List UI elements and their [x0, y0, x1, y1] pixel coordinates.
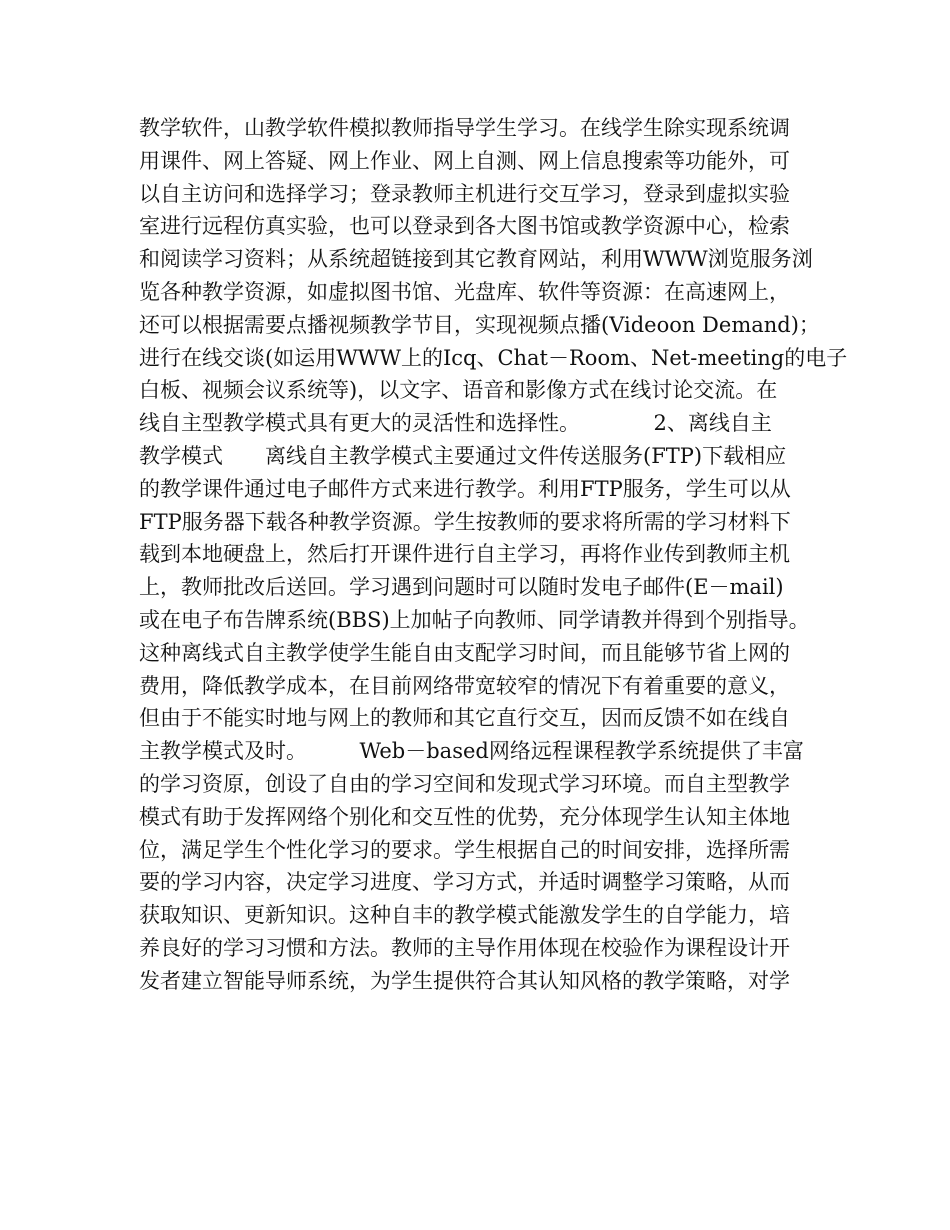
text-line: 览各种教学资源，如虚拟图书馆、光盘库、软件等资源：在高速网上，: [139, 279, 790, 304]
text-line: 但由于不能实时地与网上的教师和其它直行交互，因而反馈不如在线自: [139, 706, 790, 731]
text-line: 发者建立智能导师系统，为学生提供符合其认知风格的教学策略，对学: [139, 968, 790, 993]
text-line: 费用，降低教学成本，在目前网络带宽较窄的情况下有着重要的意义，: [139, 673, 790, 698]
text-line: 要的学习内容，决定学习进度、学习方式，并适时调整学习策略，从而: [139, 870, 790, 895]
text-line: 室进行远程仿真实验，也可以登录到各大图书馆或教学资源中心，检索: [139, 214, 790, 239]
text-line: 的教学课件通过电子邮件方式来进行教学。利用FTP服务，学生可以从: [139, 476, 791, 501]
text-line: 用课件、网上答疑、网上作业、网上自测、网上信息搜索等功能外，可: [139, 148, 790, 173]
text-line: 模式有助于发挥网络个别化和交互性的优势，充分体现学生认知主体地: [139, 804, 790, 829]
text-line: 或在电子布告牌系统(BBS)上加帖子向教师、同学请教并得到个别指导。: [139, 607, 810, 632]
text-line: 和阅读学习资料；从系统超链接到其它教育网站，利用WWW浏览服务浏: [139, 247, 813, 272]
text-line: 进行在线交谈(如运用WWW上的Icq、Chat－Room、Net-meeting的电子: [139, 345, 848, 370]
text-line: 教学软件，山教学软件模拟教师指导学生学习。在线学生除实现系统调: [139, 116, 790, 140]
text-line: FTP服务器下载各种教学资源。学生按教师的要求将所需的学习材料下: [139, 509, 791, 534]
text-line: 白板、视频会议系统等)，以文字、语音和影像方式在线讨论交流。在: [139, 378, 778, 403]
text-line: 这种离线式自主教学使学生能自由支配学习时间，而且能够节省上网的: [139, 640, 790, 665]
body-text: [139, 112, 848, 998]
text-line: 还可以根据需要点播视频教学节目，实现视频点播(Videoon Demand)；: [139, 312, 820, 337]
text-line: 位，满足学生个性化学习的要求。学生根据自己的时间安排，选择所需: [139, 837, 790, 862]
text-line: 线自主型教学模式具有更大的灵活性和选择性。 2、离线自主: [139, 411, 772, 436]
text-line: 以自主访问和选择学习；登录教师主机进行交互学习，登录到虚拟实验: [139, 181, 790, 206]
text-line: 主教学模式及时。 Web－based网络远程课程教学系统提供了丰富: [139, 739, 804, 764]
text-line: 载到本地硬盘上，然后打开课件进行自主学习，再将作业传到教师主机: [139, 542, 790, 567]
text-line: 获取知识、更新知识。这种自丰的教学模式能激发学生的自学能力，培: [139, 903, 790, 928]
text-line: 上，教师批改后送回。学习遇到问题时可以随时发电子邮件(E－mail): [139, 575, 784, 600]
text-line: 的学习资原，创设了自由的学习空间和发现式学习环境。而自主型教学: [139, 771, 790, 796]
text-line: 教学模式 离线自主教学模式主要通过文件传送服务(FTP)下载相应: [139, 443, 787, 468]
text-line: 养良好的学习习惯和方法。教师的主导作用体现在校验作为课程设计开: [139, 935, 790, 960]
